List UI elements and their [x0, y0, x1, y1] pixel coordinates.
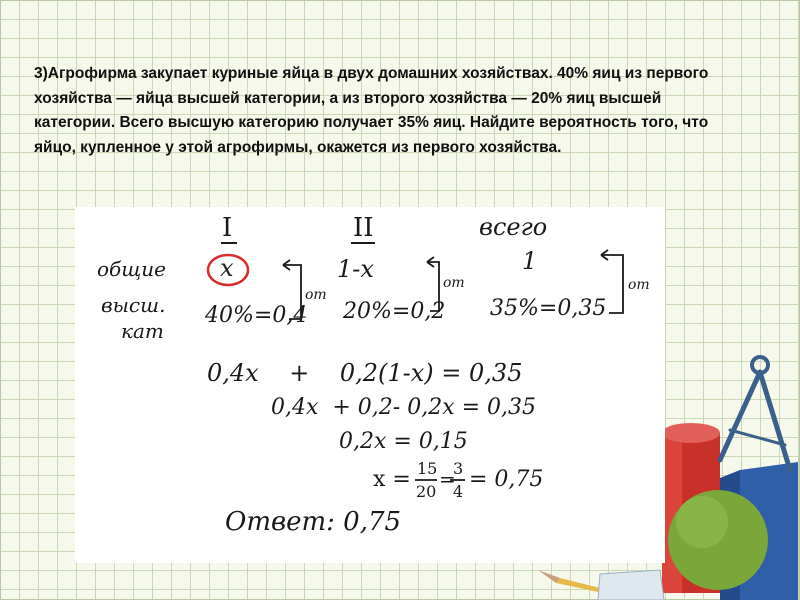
final-prefix: x =: [373, 467, 411, 492]
fraction-1-denominator: 20: [416, 482, 437, 501]
compass-icon: [720, 357, 790, 470]
ruler-icon: [598, 570, 664, 600]
fraction-1-numerator: 15: [417, 459, 438, 478]
final-result: = 0,75: [469, 467, 544, 492]
red-cylinder-icon: [662, 423, 720, 593]
total-second: 1-x: [337, 255, 374, 283]
row-label-total: общие: [97, 257, 166, 281]
green-sphere-icon: [668, 490, 768, 590]
col-header-total: всего: [479, 213, 548, 241]
of-label-1: от: [305, 287, 327, 303]
equation-2: 0,4x + 0,2- 0,2x = 0,35: [271, 395, 537, 420]
pencil-icon: [538, 570, 640, 600]
col-header-first: I: [222, 213, 233, 243]
of-label-3: от: [628, 277, 650, 293]
total-all: 1: [522, 247, 538, 275]
answer: Ответ: 0,75: [225, 507, 402, 537]
of-label-2: от: [443, 275, 465, 291]
equation-1: 0,4x + 0,2(1-x) = 0,35: [207, 359, 523, 387]
row-label-category: кат: [121, 319, 164, 343]
percent-total: 35%=0,35: [490, 296, 607, 321]
problem-text: 3)Агрофирма закупает куриные яйца в двух домашних хозяйствах. 40% яиц из первого хозяйства — яйца высшей категории, а из второго хозяйства — 20% яиц высшей категории. Всего высшую категорию получает 35% яиц. Найдите вероятность того, что яйцо, купленное у этой агрофирмы, окажется из первого хозяйства.: [34, 65, 709, 156]
percent-first: 40%=0,4: [205, 303, 308, 328]
total-first: x: [220, 254, 234, 282]
fraction-2-denominator: 4: [453, 482, 464, 501]
percent-second: 20%=0,2: [343, 299, 446, 324]
col-header-second: II: [353, 213, 374, 243]
blue-cube-icon: [720, 462, 798, 600]
equation-3: 0,2x = 0,15: [339, 429, 468, 454]
equals-sign: =: [439, 467, 456, 491]
fraction-2-numerator: 3: [453, 459, 464, 478]
handwritten-solution: [75, 207, 665, 563]
row-label-top: высш.: [101, 293, 166, 317]
